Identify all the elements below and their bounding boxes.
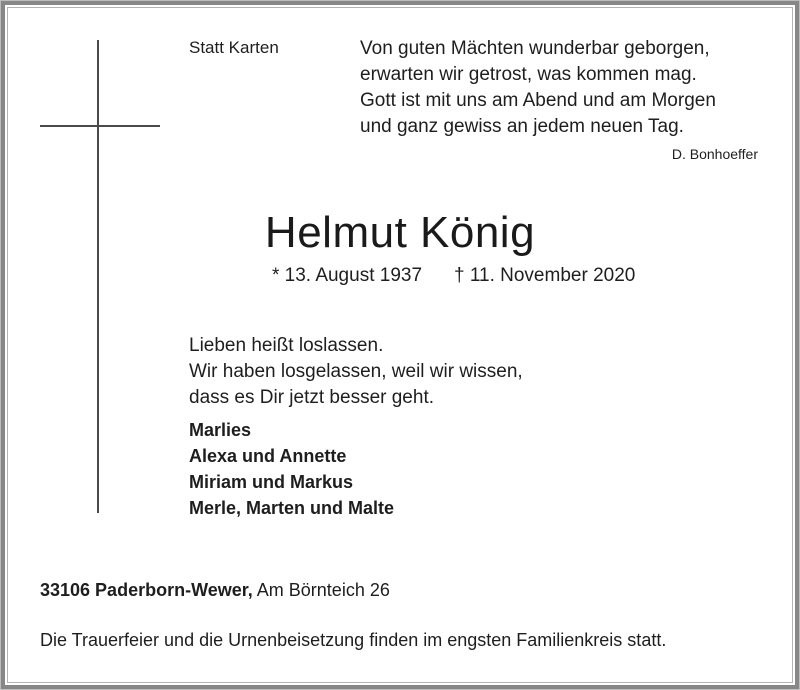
quote-line: Wir haben losgelassen, weil wir wissen, [189, 361, 523, 382]
poem-author: D. Bonhoeffer [671, 146, 758, 162]
family-name: Alexa und Annette [189, 446, 347, 466]
quote-line: Lieben heißt loslassen. [189, 335, 384, 356]
deceased-name: Helmut König [264, 208, 536, 257]
family-name: Miriam und Markus [189, 472, 354, 492]
address-city: 33106 Paderborn-Wewer, [40, 580, 253, 600]
death-date: † 11. November 2020 [454, 265, 636, 286]
cross-horizontal-bar [40, 125, 160, 127]
poem-line: Gott ist mit uns am Abend und am Morgen [360, 90, 716, 111]
poem-line: und ganz gewiss an jedem neuen Tag. [360, 116, 684, 137]
farewell-quote [189, 333, 523, 411]
cross-vertical-bar [97, 40, 99, 513]
family-name: Marlies [189, 420, 252, 440]
address-street: Am Börnteich 26 [256, 580, 390, 600]
poem-line: erwarten wir getrost, was kommen mag. [360, 64, 697, 85]
statt-karten-label: Statt Karten [189, 38, 279, 57]
family-names [189, 417, 394, 521]
poem [360, 36, 716, 140]
life-dates [272, 265, 635, 287]
poem-line: Von guten Mächten wunderbar geborgen, [360, 38, 710, 59]
address [40, 580, 390, 601]
quote-line: dass es Dir jetzt besser geht. [189, 387, 434, 408]
funeral-notice: Die Trauerfeier und die Urnenbeisetzung finden im engsten Familienkreis statt. [40, 630, 667, 650]
family-name: Merle, Marten und Malte [189, 498, 395, 518]
birth-date: * 13. August 1937 [272, 265, 423, 286]
